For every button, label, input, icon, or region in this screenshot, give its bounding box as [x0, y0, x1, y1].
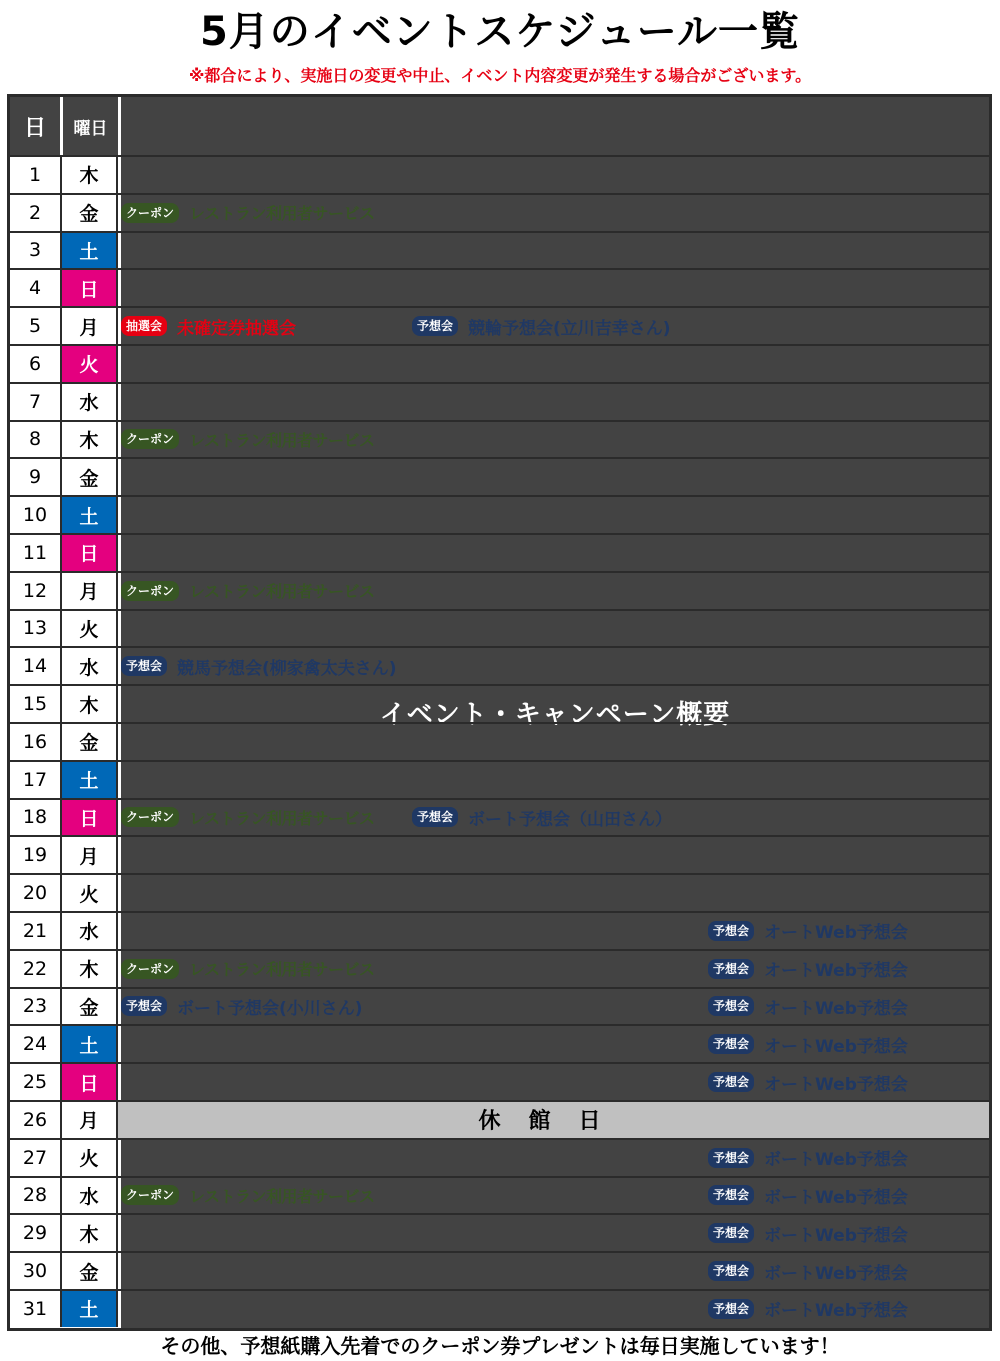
event-title: 未確定券抽選会	[177, 318, 297, 339]
events-cell	[118, 346, 989, 382]
event-title: オートWeb予想会	[764, 923, 908, 944]
events-cell	[118, 1140, 989, 1176]
events-cell	[118, 157, 989, 193]
day-number: 26	[22, 1108, 48, 1131]
table-row	[10, 231, 989, 269]
table-row	[10, 1100, 989, 1138]
events-cell	[118, 1064, 989, 1100]
day-number: 27	[22, 1146, 48, 1169]
page-title: 5月のイベントスケジュール一覧	[199, 9, 801, 55]
weekday-cell: 火	[60, 875, 118, 911]
weekday-cell: 土	[60, 233, 118, 269]
event-item-yoso	[121, 989, 363, 1025]
day-number: 31	[22, 1297, 48, 1320]
event-title: ボートWeb予想会	[764, 1263, 908, 1284]
weekday-cell: 日	[60, 535, 118, 571]
event-title: ボート予想会(小川さん)	[177, 998, 363, 1019]
closed-day-cell: 休館日	[118, 1102, 989, 1138]
table-row	[10, 609, 989, 647]
event-item-coupon	[121, 951, 375, 987]
day-number: 6	[28, 352, 42, 375]
weekday-cell: 火	[60, 1140, 118, 1176]
event-item-coupon	[121, 422, 375, 458]
day-number: 5	[28, 315, 42, 338]
event-item-yoso	[708, 1253, 908, 1289]
events-cell	[118, 497, 989, 533]
event-title: レストラン利用者サービス	[189, 808, 375, 828]
yoso-badge: 予想会	[412, 807, 458, 827]
day-number: 28	[22, 1184, 48, 1207]
day-number: 9	[28, 466, 42, 489]
yoso-badge: 予想会	[708, 921, 754, 941]
event-item-coupon	[121, 573, 375, 609]
event-item-lottery	[121, 308, 296, 344]
day-number: 17	[22, 768, 48, 791]
event-item-yoso	[708, 951, 908, 987]
table-row	[10, 1251, 989, 1289]
day-number: 15	[22, 693, 48, 716]
events-cell	[118, 762, 989, 798]
weekday-cell: 金	[60, 459, 118, 495]
header-weekday: 曜日	[60, 97, 118, 155]
table-row	[10, 1062, 989, 1100]
day-number: 10	[22, 504, 48, 527]
day-number: 30	[22, 1260, 48, 1283]
yoso-badge: 予想会	[708, 1223, 754, 1243]
lottery-badge: 抽選会	[121, 316, 167, 336]
events-cell	[118, 1253, 989, 1289]
events-cell	[118, 611, 989, 647]
event-item-yoso	[708, 1026, 908, 1062]
day-number: 25	[22, 1071, 48, 1094]
event-item-yoso	[121, 648, 397, 684]
yoso-badge: 予想会	[708, 959, 754, 979]
day-number: 19	[22, 844, 48, 867]
event-item-coupon	[121, 195, 375, 231]
events-cell	[118, 1026, 989, 1062]
table-row	[10, 949, 989, 987]
yoso-badge: 予想会	[708, 1185, 754, 1205]
event-title: 競馬予想会(柳家禽太夫さん)	[177, 658, 397, 679]
events-cell	[118, 724, 989, 760]
table-row	[10, 911, 989, 949]
day-number: 3	[28, 239, 42, 262]
weekday-cell: 金	[60, 195, 118, 231]
events-cell	[118, 535, 989, 571]
weekday-cell: 金	[60, 989, 118, 1025]
table-row	[10, 722, 989, 760]
events-cell	[118, 913, 989, 949]
event-title: レストラン利用者サービス	[189, 960, 375, 980]
event-item-yoso	[708, 1140, 908, 1176]
coupon-badge: クーポン	[121, 429, 179, 449]
weekday-cell: 火	[60, 346, 118, 382]
yoso-badge: 予想会	[708, 1299, 754, 1319]
day-number: 7	[28, 390, 42, 413]
table-row	[10, 873, 989, 911]
day-number: 21	[22, 919, 48, 942]
table-row	[10, 1213, 989, 1251]
events-cell	[118, 648, 989, 684]
table-row	[10, 420, 989, 458]
event-title: ボートWeb予想会	[764, 1225, 908, 1246]
events-cell	[118, 989, 989, 1025]
yoso-badge: 予想会	[708, 1034, 754, 1054]
events-cell	[118, 233, 989, 269]
events-cell	[118, 1215, 989, 1251]
events-cell	[118, 800, 989, 836]
events-cell	[118, 875, 989, 911]
weekday-cell: 土	[60, 1026, 118, 1062]
event-title: ボートWeb予想会	[764, 1187, 908, 1208]
weekday-cell: 木	[60, 157, 118, 193]
weekday-cell: 金	[60, 724, 118, 760]
event-item-yoso	[708, 1215, 908, 1251]
event-item-yoso	[412, 308, 671, 344]
weekday-cell: 土	[60, 497, 118, 533]
weekday-cell: 木	[60, 422, 118, 458]
day-number: 1	[28, 163, 42, 186]
events-cell	[118, 270, 989, 306]
weekday-cell: 水	[60, 384, 118, 420]
weekday-cell: 月	[60, 837, 118, 873]
weekday-cell: 日	[60, 1064, 118, 1100]
events-cell	[118, 951, 989, 987]
day-number: 8	[28, 428, 42, 451]
day-number: 14	[22, 655, 48, 678]
notice-text: ※都合により、実施日の変更や中止、イベント内容変更が発生する場合がございます。	[188, 66, 812, 85]
events-cell	[118, 422, 989, 458]
event-item-coupon	[121, 1178, 375, 1214]
table-row	[10, 1138, 989, 1176]
day-number: 29	[22, 1222, 48, 1245]
event-item-yoso	[708, 1064, 908, 1100]
weekday-cell: 月	[60, 573, 118, 609]
yoso-badge: 予想会	[708, 1261, 754, 1281]
event-title: レストラン利用者サービス	[189, 204, 375, 224]
events-cell	[118, 384, 989, 420]
event-item-coupon	[121, 800, 375, 836]
weekday-cell: 月	[60, 308, 118, 344]
events-cell	[118, 195, 989, 231]
table-row	[10, 835, 989, 873]
event-title: オートWeb予想会	[764, 1074, 908, 1095]
table-row	[10, 684, 989, 722]
weekday-cell: 日	[60, 800, 118, 836]
table-row	[10, 306, 989, 344]
header-day: 日	[10, 97, 60, 155]
weekday-cell: 木	[60, 951, 118, 987]
table-row	[10, 193, 989, 231]
day-number: 11	[22, 541, 48, 564]
event-item-yoso	[412, 800, 672, 836]
day-number: 18	[22, 806, 48, 829]
events-cell	[118, 837, 989, 873]
yoso-badge: 予想会	[412, 316, 458, 336]
weekday-cell: 木	[60, 686, 118, 722]
day-number: 2	[28, 201, 42, 224]
event-title: オートWeb予想会	[764, 998, 908, 1019]
event-title: レストラン利用者サービス	[189, 1186, 375, 1206]
weekday-cell: 日	[60, 270, 118, 306]
table-row	[10, 268, 989, 306]
event-title: レストラン利用者サービス	[189, 430, 375, 450]
event-title: ボートWeb予想会	[764, 1150, 908, 1171]
footer-note: その他、予想紙購入先着でのクーポン券プレゼントは毎日実施しています！	[160, 1334, 840, 1358]
event-item-yoso	[708, 913, 908, 949]
day-number: 16	[22, 730, 48, 753]
day-number: 20	[22, 882, 48, 905]
table-row	[10, 1024, 989, 1062]
day-number: 22	[22, 957, 48, 980]
table-row	[10, 646, 989, 684]
events-cell	[118, 308, 989, 344]
event-title: ボート予想会（山田さん）	[468, 809, 673, 830]
weekday-cell: 木	[60, 1215, 118, 1251]
weekday-cell: 火	[60, 611, 118, 647]
weekday-cell: 土	[60, 1291, 118, 1327]
header-events: イベント・キャンペーン概要	[118, 97, 989, 1328]
event-title: オートWeb予想会	[764, 961, 908, 982]
table-row	[10, 457, 989, 495]
coupon-badge: クーポン	[121, 807, 179, 827]
day-number: 12	[22, 579, 48, 602]
event-title: オートWeb予想会	[764, 1036, 908, 1057]
table-row	[10, 987, 989, 1025]
day-number: 13	[22, 617, 48, 640]
table-row	[10, 382, 989, 420]
coupon-badge: クーポン	[121, 203, 179, 223]
event-title: ボートWeb予想会	[764, 1301, 908, 1322]
yoso-badge: 予想会	[121, 656, 167, 676]
day-number: 23	[22, 995, 48, 1018]
coupon-badge: クーポン	[121, 959, 179, 979]
weekday-cell: 水	[60, 648, 118, 684]
table-row	[10, 1289, 989, 1327]
events-cell	[118, 573, 989, 609]
weekday-cell: 金	[60, 1253, 118, 1289]
table-row	[10, 155, 989, 193]
coupon-badge: クーポン	[121, 581, 179, 601]
yoso-badge: 予想会	[708, 1072, 754, 1092]
events-cell	[118, 459, 989, 495]
weekday-cell: 水	[60, 1178, 118, 1214]
table-row	[10, 495, 989, 533]
yoso-badge: 予想会	[708, 1148, 754, 1168]
weekday-cell: 土	[60, 762, 118, 798]
event-item-yoso	[708, 1291, 908, 1327]
weekday-cell: 水	[60, 913, 118, 949]
event-item-yoso	[708, 989, 908, 1025]
event-item-yoso	[708, 1178, 908, 1214]
schedule-table	[7, 94, 992, 1331]
event-title: 競輪予想会(立川吉幸さん)	[468, 318, 671, 339]
yoso-badge: 予想会	[708, 996, 754, 1016]
day-number: 4	[28, 277, 42, 300]
yoso-badge: 予想会	[121, 996, 167, 1016]
coupon-badge: クーポン	[121, 1185, 179, 1205]
table-row	[10, 533, 989, 571]
events-cell	[118, 1291, 989, 1327]
table-row	[10, 344, 989, 382]
day-number: 24	[22, 1033, 48, 1056]
event-title: レストラン利用者サービス	[189, 582, 375, 602]
table-row	[10, 760, 989, 798]
events-cell	[118, 686, 989, 722]
table-row	[10, 571, 989, 609]
table-row	[10, 1176, 989, 1214]
table-row	[10, 798, 989, 836]
weekday-cell: 月	[60, 1102, 118, 1138]
events-cell	[118, 1178, 989, 1214]
